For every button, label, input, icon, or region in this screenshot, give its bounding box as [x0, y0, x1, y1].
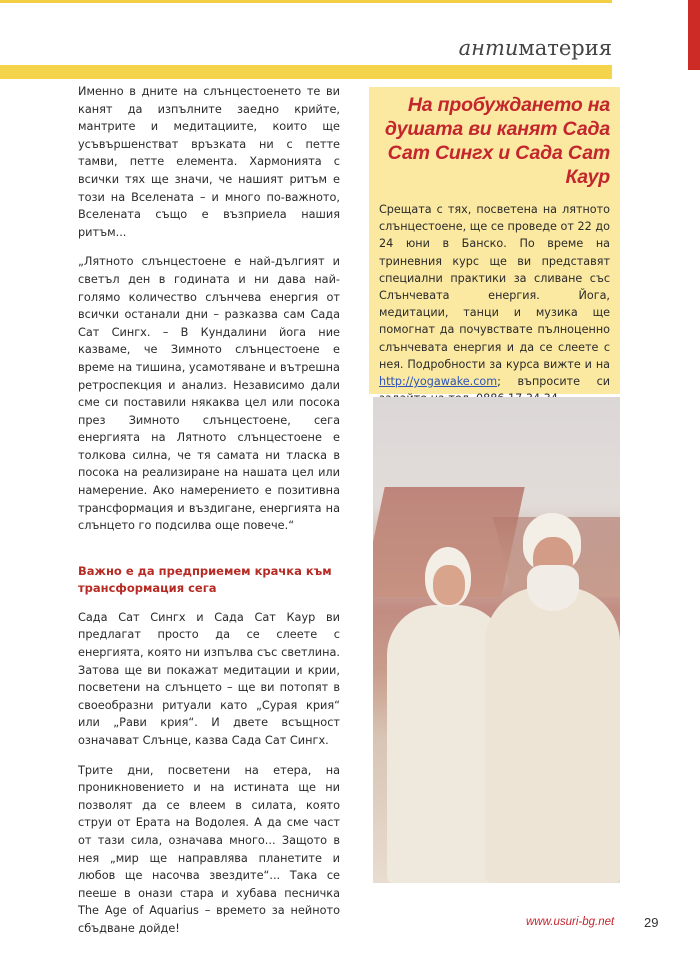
sidebar-text-end: ; въпросите си: [497, 375, 610, 389]
man-beard: [527, 565, 579, 611]
couple-photo: [373, 397, 620, 883]
paragraph-4: Трите дни, посветени на етера, на проникновението и на истината ще ни позволят да се влеем в силата, която струи от Ерата на Водолея. А да сме част от тази сила, означава много... Защото в нея „мир ще направлява планетите и любов ще насочва звездите“... Така се пееше в онази стара и хубава песничка The Age of Aquarius – времето за нейното сбъдване дойде!: [78, 763, 340, 935]
sidebar-title: На пробуждането на душата ви канят Сада Сат Сингх и Сада Сат Каур: [384, 94, 610, 188]
paragraph-2: „Лятното слънцестоене е най-дългият и светъл ден в годината и ни дава най-голямо количество слънчева енергия от всички останали дни – разказва сам Сада Сат Сингх. – В Кундалини йога ние казваме, че Зимното слънцестоене е време на тишина, усамотяване и вътрешна ретроспекция и анализ. Независимо дали сме си поставили някаква цел или посока през Зимното слънцестоене, сега енергията на Лятното слънцестоене е толкова силна, че тя самата ни тласка в посока на реализиране на нашата цел или намерение. Ако намерението е позитивна трансформация и въздигане, енергията на слънцето го подсилва още повече.“: [78, 255, 340, 533]
header-rule: [0, 65, 612, 79]
section-title-rest: материя: [518, 36, 612, 60]
sidebar-text: Срещата с тях, посветена на лятното слънцестоене, ще се проведе от 22 до 24 юни в Банско. По време на триневния курс ще ви представят специални практики за сливане със Слънчевата енергия. Йога, медитации, танци и музика ще помогнат да почувствате пълноценно слънчевата енергия и да се слеете с нея. Подробности за курса вижте и на: [379, 203, 610, 371]
article-left-column: [78, 83, 340, 950]
subheading: Важно е да предприемем крачка към трансформация сега: [78, 563, 332, 595]
footer-url[interactable]: www.usuri-bg.net: [526, 916, 615, 928]
sidebar-body: [379, 201, 610, 407]
page-number: 29: [644, 915, 659, 930]
section-title: [459, 36, 612, 60]
sidebar-box: [369, 87, 620, 394]
man-figure: [485, 587, 620, 883]
paragraph-1: Именно в дните на слънцестоенето те ви канят да изпълните заедно крийте, мантрите и медитациите, които ще усъвършенстват връзката ни с петте тамви, петте елемента. Хармонията с всички тях ще значи, че нашият ритъм е този на Вселената – и много по-важното, Вселената също е възприела нашия ритъм...: [78, 85, 340, 239]
section-title-prefix: анти: [458, 36, 519, 60]
website-link[interactable]: http://yogawake.com: [379, 375, 498, 389]
woman-face: [433, 565, 465, 605]
section-marker: [688, 0, 700, 70]
top-line: [0, 0, 612, 3]
paragraph-3: Сада Сат Сингх и Сада Сат Каур ви предлагат просто да се слеете с енергията, която ни изпълва със светлина. Затова ще ви покажат медитации и крии, посветени на слънцето – ще ви потопят в своеобразни ритуали като „Сурая крия“ или „Рави крия“. И двете всъщност означават Слънце, казва Сада Сат Сингх.: [78, 610, 340, 747]
